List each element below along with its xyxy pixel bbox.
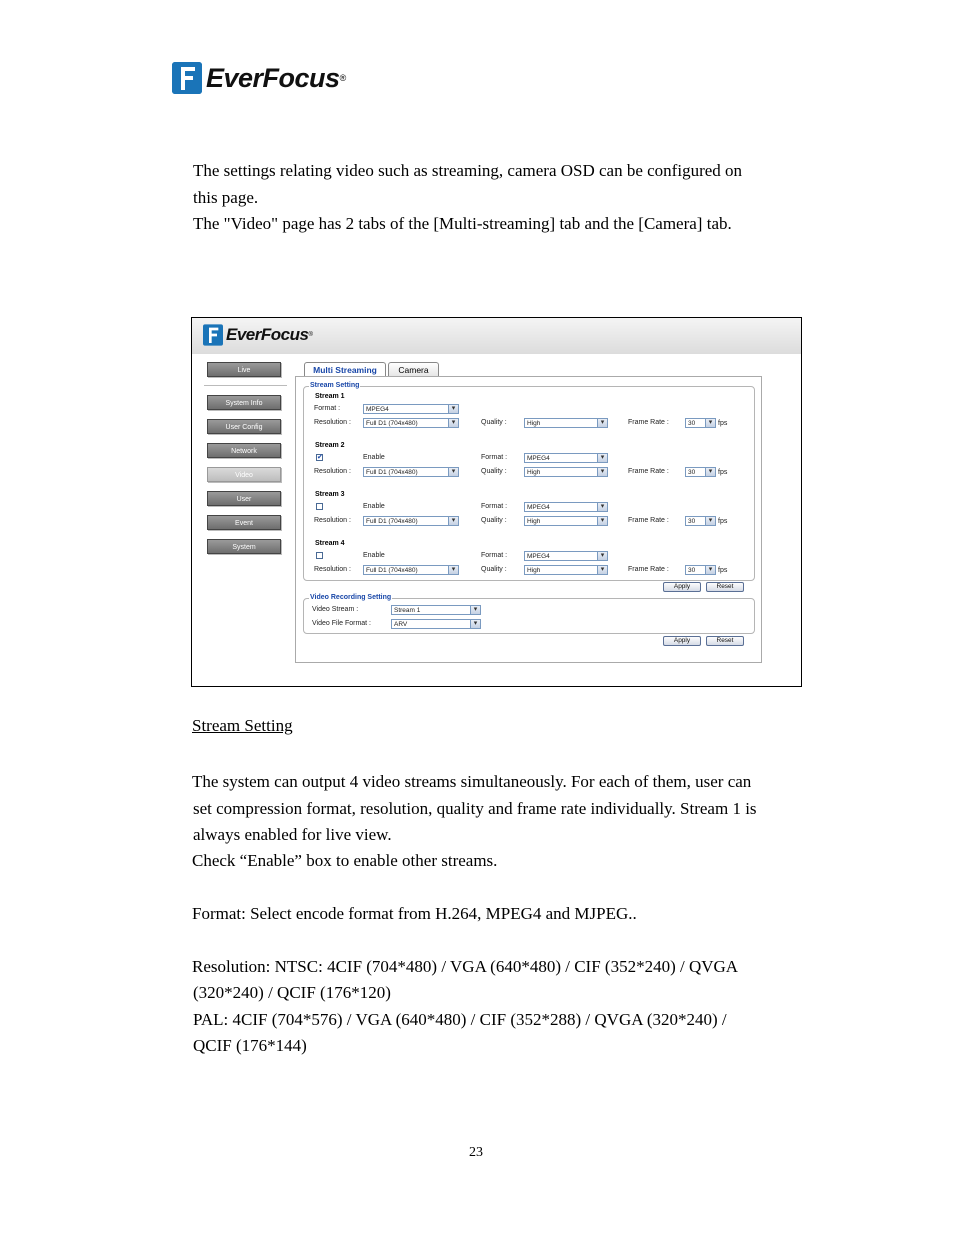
stream-3-resolution-select[interactable]: Full D1 (704x480) ▾ bbox=[363, 516, 459, 526]
screenshot-brand-name: EverFocus bbox=[226, 325, 309, 344]
body-line-1: The system can output 4 video streams simultaneously. For each of them, user can bbox=[192, 772, 752, 791]
recording-reset-button[interactable]: Reset bbox=[706, 636, 744, 646]
body-line-format: Format: Select encode format from H.264, MPEG4 and MJPEG.. bbox=[192, 904, 637, 923]
stream-3-enable-checkbox[interactable] bbox=[316, 503, 323, 510]
everfocus-logo-icon bbox=[172, 62, 202, 94]
stream-4-fps-unit: fps bbox=[718, 567, 728, 574]
sidebar-item-user-config[interactable]: User Config bbox=[207, 419, 281, 434]
screenshot-logo bbox=[203, 324, 313, 346]
stream-3-title: Stream 3 bbox=[315, 491, 345, 498]
stream-setting-legend: Stream Setting bbox=[310, 382, 360, 389]
stream-3-frame-rate-select[interactable]: 30 ▾ bbox=[685, 516, 716, 526]
stream-3-quality-select[interactable]: High ▾ bbox=[524, 516, 608, 526]
stream-1-quality-select[interactable]: High ▾ bbox=[524, 418, 608, 428]
stream-1-fps-unit: fps bbox=[718, 420, 728, 427]
stream-3-enable-label: Enable bbox=[363, 503, 385, 510]
stream-3-resolution-label: Resolution : bbox=[314, 517, 351, 524]
stream-1-frame-rate-select[interactable]: 30 ▾ bbox=[685, 418, 716, 428]
page-number: 23 bbox=[469, 1145, 483, 1160]
tab-multi-streaming[interactable]: Multi Streaming bbox=[304, 362, 386, 376]
stream-2-frame-rate-label: Frame Rate : bbox=[628, 468, 669, 475]
brand-name: EverFocus bbox=[206, 62, 340, 93]
stream-2-quality-select[interactable]: High ▾ bbox=[524, 467, 608, 477]
stream-reset-button[interactable]: Reset bbox=[706, 582, 744, 592]
stream-1-format-select[interactable]: MPEG4 ▾ bbox=[363, 404, 459, 414]
sidebar-item-system[interactable]: System bbox=[207, 539, 281, 554]
video-file-format-label: Video File Format : bbox=[312, 620, 372, 627]
stream-2-fps-unit: fps bbox=[718, 469, 728, 476]
sidebar-item-user[interactable]: User bbox=[207, 491, 281, 506]
stream-3-format-label: Format : bbox=[481, 503, 508, 510]
stream-2-format-select[interactable]: MPEG4 ▾ bbox=[524, 453, 608, 463]
stream-4-title: Stream 4 bbox=[315, 540, 345, 547]
video-file-format-select[interactable]: ARV ▾ bbox=[391, 619, 481, 629]
sidebar-item-video[interactable]: Video bbox=[207, 467, 281, 482]
intro-line-3: The "Video" page has 2 tabs of the [Multi-streaming] tab and the [Camera] tab. bbox=[193, 214, 732, 233]
sidebar-item-event[interactable]: Event bbox=[207, 515, 281, 530]
body-line-pal-2: QCIF (176*144) bbox=[193, 1036, 307, 1055]
body-line-resolution-2: (320*240) / QCIF (176*120) bbox=[193, 983, 391, 1002]
stream-2-enable-label: Enable bbox=[363, 454, 385, 461]
stream-4-quality-select[interactable]: High ▾ bbox=[524, 565, 608, 575]
stream-4-format-select[interactable]: MPEG4 ▾ bbox=[524, 551, 608, 561]
screenshot-header bbox=[192, 318, 801, 354]
stream-4-enable-label: Enable bbox=[363, 552, 385, 559]
intro-line-1: The settings relating video such as streaming, camera OSD can be configured on bbox=[193, 161, 743, 180]
body-line-pal-1: PAL: 4CIF (704*576) / VGA (640*480) / CIF (352*288) / QVGA (320*240) / bbox=[193, 1010, 727, 1029]
stream-1-resolution-select[interactable]: Full D1 (704x480) ▾ bbox=[363, 418, 459, 428]
body-line-2: set compression format, resolution, quality and frame rate individually. Stream 1 is bbox=[193, 799, 757, 818]
stream-2-quality-label: Quality : bbox=[481, 468, 507, 475]
stream-2-resolution-select[interactable]: Full D1 (704x480) ▾ bbox=[363, 467, 459, 477]
stream-3-format-select[interactable]: MPEG4 ▾ bbox=[524, 502, 608, 512]
stream-4-resolution-label: Resolution : bbox=[314, 566, 351, 573]
intro-line-2: this page. bbox=[193, 188, 259, 207]
stream-4-enable-checkbox[interactable] bbox=[316, 552, 323, 559]
screenshot-registered-mark: ® bbox=[308, 332, 313, 338]
video-settings-screenshot bbox=[191, 317, 802, 687]
stream-1-title: Stream 1 bbox=[315, 393, 345, 400]
video-stream-select[interactable]: Stream 1 ▾ bbox=[391, 605, 481, 615]
stream-4-resolution-select[interactable]: Full D1 (704x480) ▾ bbox=[363, 565, 459, 575]
stream-4-format-label: Format : bbox=[481, 552, 508, 559]
sidebar-item-system-info[interactable]: System Info bbox=[207, 395, 281, 410]
stream-2-title: Stream 2 bbox=[315, 442, 345, 449]
stream-2-enable-checkbox[interactable]: ✔ bbox=[317, 454, 323, 461]
stream-1-format-label: Format : bbox=[314, 405, 341, 412]
stream-2-resolution-label: Resolution : bbox=[314, 468, 351, 475]
brand-logo bbox=[172, 62, 346, 94]
body-line-3: always enabled for live view. bbox=[193, 825, 392, 844]
stream-4-quality-label: Quality : bbox=[481, 566, 507, 573]
everfocus-logo-icon bbox=[203, 324, 223, 346]
stream-1-resolution-label: Resolution : bbox=[314, 419, 351, 426]
stream-3-quality-label: Quality : bbox=[481, 517, 507, 524]
registered-mark: ® bbox=[339, 73, 347, 83]
body-line-resolution-1: Resolution: NTSC: 4CIF (704*480) / VGA (640*480) / CIF (352*240) / QVGA bbox=[192, 957, 739, 976]
body-line-4: Check “Enable” box to enable other streams. bbox=[192, 851, 498, 870]
tab-camera[interactable]: Camera bbox=[388, 362, 439, 376]
video-stream-label: Video Stream : bbox=[312, 606, 359, 613]
stream-4-frame-rate-select[interactable]: 30 ▾ bbox=[685, 565, 716, 575]
stream-1-quality-label: Quality : bbox=[481, 419, 507, 426]
sidebar-divider bbox=[204, 385, 287, 386]
stream-3-frame-rate-label: Frame Rate : bbox=[628, 517, 669, 524]
recording-apply-button[interactable]: Apply bbox=[663, 636, 701, 646]
stream-2-frame-rate-select[interactable]: 30 ▾ bbox=[685, 467, 716, 477]
stream-3-fps-unit: fps bbox=[718, 518, 728, 525]
sidebar-item-network[interactable]: Network bbox=[207, 443, 281, 458]
stream-apply-button[interactable]: Apply bbox=[663, 582, 701, 592]
sidebar-item-live[interactable]: Live bbox=[207, 362, 281, 377]
stream-1-frame-rate-label: Frame Rate : bbox=[628, 419, 669, 426]
stream-2-format-label: Format : bbox=[481, 454, 508, 461]
video-recording-setting-group bbox=[303, 598, 755, 634]
section-heading: Stream Setting bbox=[192, 716, 293, 735]
video-recording-setting-legend: Video Recording Setting bbox=[310, 594, 392, 601]
stream-4-frame-rate-label: Frame Rate : bbox=[628, 566, 669, 573]
